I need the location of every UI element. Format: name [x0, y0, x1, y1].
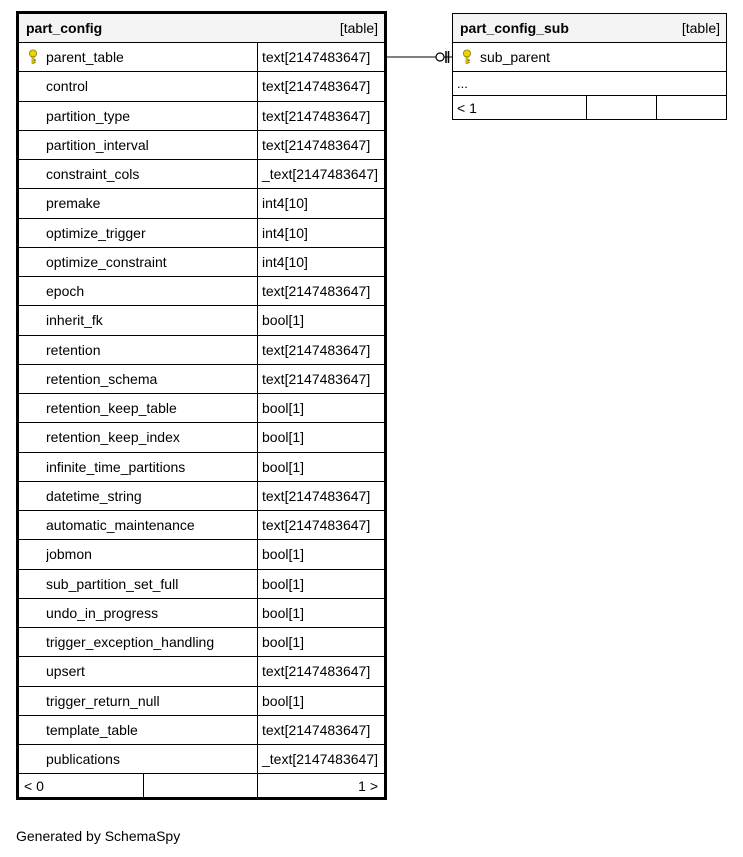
key-cell: [19, 540, 46, 568]
column-name: inherit_fk: [46, 306, 258, 334]
column-row[interactable]: [453, 43, 726, 72]
key-cell: [19, 423, 46, 451]
column-type: bool[1]: [262, 575, 305, 592]
column-name: retention_schema: [46, 365, 258, 393]
part-config-table[interactable]: [16, 11, 387, 800]
column-row[interactable]: [19, 394, 384, 423]
column-row[interactable]: [19, 43, 384, 72]
column-row[interactable]: [19, 336, 384, 365]
column-row[interactable]: [19, 219, 384, 248]
column-name: retention_keep_index: [46, 423, 258, 451]
footer-spacer: [144, 774, 258, 797]
key-cell: [19, 102, 46, 130]
column-type: int4[10]: [262, 224, 308, 241]
column-name: retention_keep_table: [46, 394, 258, 422]
key-cell: [19, 599, 46, 627]
table-footer: [453, 96, 726, 119]
key-cell: [19, 745, 46, 773]
column-type: bool[1]: [262, 604, 305, 621]
table-header: [19, 14, 384, 43]
column-list: [19, 43, 384, 774]
column-row[interactable]: [19, 745, 384, 774]
key-cell: [19, 394, 46, 422]
key-cell: [19, 189, 46, 217]
table-type-label: [table]: [339, 20, 378, 36]
column-type: text[2147483647]: [262, 721, 371, 738]
key-cell: [19, 160, 46, 188]
key-cell: [19, 336, 46, 364]
column-row[interactable]: [19, 716, 384, 745]
column-row[interactable]: [19, 365, 384, 394]
key-cell: [19, 131, 46, 159]
column-type: bool[1]: [262, 692, 305, 709]
column-type: _text[2147483647]: [262, 166, 378, 183]
column-name: template_table: [46, 716, 258, 744]
column-type: int4[10]: [262, 195, 308, 212]
column-name: undo_in_progress: [46, 599, 258, 627]
key-cell: [19, 248, 46, 276]
column-name: upsert: [46, 657, 258, 685]
table-name[interactable]: part_config: [26, 20, 103, 36]
key-cell: [19, 687, 46, 715]
column-type: text[2147483647]: [262, 78, 371, 95]
primary-key-icon: [19, 43, 46, 71]
column-name: retention: [46, 336, 258, 364]
key-cell: [19, 570, 46, 598]
column-row[interactable]: [19, 657, 384, 686]
column-name: infinite_time_partitions: [46, 453, 258, 481]
column-name: sub_partition_set_full: [46, 570, 258, 598]
column-row[interactable]: [19, 306, 384, 335]
zero-cardinality-marker: [436, 53, 444, 61]
column-name: constraint_cols: [46, 160, 258, 188]
column-row[interactable]: [19, 102, 384, 131]
column-row[interactable]: [19, 511, 384, 540]
column-name: publications: [46, 745, 258, 773]
column-type: text[2147483647]: [262, 517, 371, 534]
column-type: text[2147483647]: [262, 341, 371, 358]
key-cell: [19, 219, 46, 247]
column-name: datetime_string: [46, 482, 258, 510]
key-cell: [19, 482, 46, 510]
table-name[interactable]: part_config_sub: [460, 20, 569, 36]
key-cell: [19, 277, 46, 305]
column-row[interactable]: [19, 131, 384, 160]
column-row[interactable]: [19, 453, 384, 482]
column-name: optimize_constraint: [46, 248, 258, 276]
column-row[interactable]: [19, 628, 384, 657]
column-type: text[2147483647]: [262, 370, 371, 387]
column-name: control: [46, 72, 258, 100]
key-cell: [19, 365, 46, 393]
column-type: bool[1]: [262, 458, 305, 475]
column-row[interactable]: [19, 72, 384, 101]
column-row[interactable]: [19, 687, 384, 716]
generator-caption: Generated by SchemaSpy: [16, 828, 181, 844]
column-type: bool[1]: [262, 312, 305, 329]
column-row[interactable]: [19, 189, 384, 218]
column-row[interactable]: [19, 482, 384, 511]
column-type: text[2147483647]: [262, 107, 371, 124]
column-name: epoch: [46, 277, 258, 305]
column-name: premake: [46, 189, 258, 217]
column-row[interactable]: [19, 248, 384, 277]
column-row[interactable]: [19, 423, 384, 452]
column-type: text[2147483647]: [262, 663, 371, 680]
table-header: [453, 14, 726, 43]
column-type: bool[1]: [262, 429, 305, 446]
column-name: trigger_exception_handling: [46, 628, 258, 656]
column-type: bool[1]: [262, 546, 305, 563]
key-cell: [19, 511, 46, 539]
column-type: bool[1]: [262, 634, 305, 651]
key-cell: [19, 72, 46, 100]
footer-spacer: [587, 96, 657, 119]
column-row[interactable]: [19, 570, 384, 599]
column-name: automatic_maintenance: [46, 511, 258, 539]
column-name: partition_type: [46, 102, 258, 130]
key-cell: [19, 453, 46, 481]
table-type-label: [table]: [681, 20, 720, 36]
column-list: [453, 43, 726, 72]
column-row[interactable]: [19, 599, 384, 628]
column-row[interactable]: [19, 160, 384, 189]
part-config-sub-table[interactable]: [452, 13, 727, 120]
column-name: optimize_trigger: [46, 219, 258, 247]
column-name: parent_table: [46, 43, 258, 71]
parent-count[interactable]: < 0: [19, 774, 144, 797]
column-type: text[2147483647]: [262, 136, 371, 153]
table-footer: [19, 774, 384, 797]
column-row[interactable]: [19, 277, 384, 306]
column-type: text[2147483647]: [262, 487, 371, 504]
primary-key-icon: [453, 43, 480, 71]
parent-count[interactable]: < 1: [453, 96, 587, 119]
column-name: trigger_return_null: [46, 687, 258, 715]
key-cell: [19, 716, 46, 744]
column-type: text[2147483647]: [262, 49, 371, 66]
column-type: bool[1]: [262, 400, 305, 417]
footer-spacer: [657, 96, 726, 119]
key-cell: [19, 657, 46, 685]
column-name: sub_parent: [480, 49, 551, 65]
child-count[interactable]: 1 >: [358, 777, 378, 794]
column-type: _text[2147483647]: [262, 751, 378, 768]
column-name: jobmon: [46, 540, 258, 568]
more-columns-indicator: ...: [453, 72, 726, 96]
column-type: int4[10]: [262, 253, 308, 270]
column-name: partition_interval: [46, 131, 258, 159]
column-type: text[2147483647]: [262, 283, 371, 300]
key-cell: [19, 306, 46, 334]
key-cell: [19, 628, 46, 656]
column-row[interactable]: [19, 540, 384, 569]
